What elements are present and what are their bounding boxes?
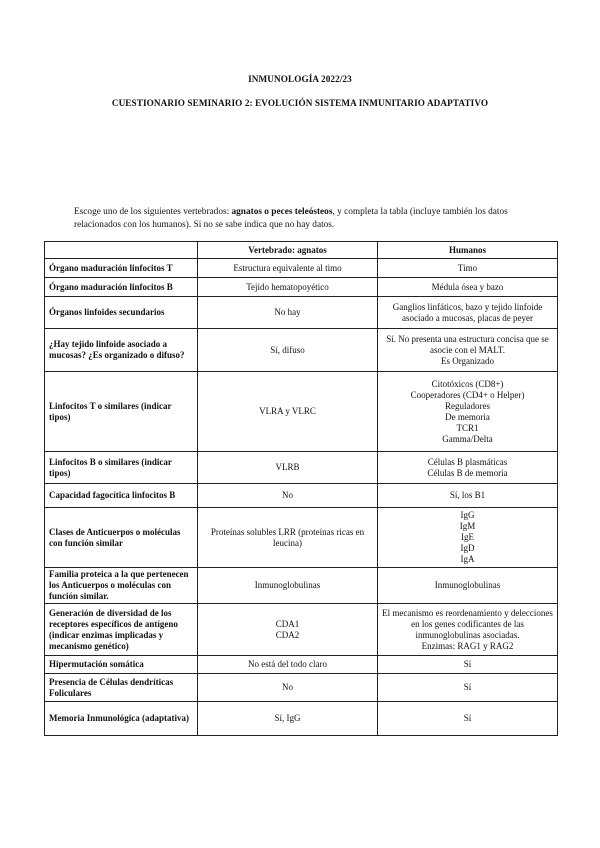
cell-line: Sí, IgG (274, 713, 301, 723)
cell-humanos (378, 452, 558, 484)
cell-line: Sí, los B1 (449, 490, 486, 500)
table-row (45, 278, 558, 297)
row-label: Memoria Inmunológica (adaptativa) (45, 702, 198, 736)
header-humanos: Humanos (378, 242, 558, 259)
cell-line: Células B plasmáticas (427, 456, 508, 467)
cell-humanos (378, 604, 558, 656)
table-row (45, 656, 558, 674)
table-row (45, 452, 558, 484)
cell-agnatos (198, 297, 378, 329)
table-row (45, 259, 558, 278)
cell-line: VLRB (275, 462, 300, 472)
row-label: Linfocitos T o similares (indicar tipos) (45, 372, 198, 452)
row-label: Clases de Anticuerpos o moléculas con función similar (45, 508, 198, 568)
table-header-row (45, 242, 558, 259)
cell-line: Médula ósea y bazo (431, 281, 504, 292)
cell-agnatos (198, 702, 378, 736)
cell-humanos (378, 278, 558, 297)
cell-line: Timo (457, 262, 478, 273)
table-row (45, 702, 558, 736)
intro-bold: agnatos o peces teleósteos (231, 207, 333, 217)
intro-part1: Escoge uno de los siguientes vertebrados: (74, 207, 232, 217)
row-label: Órgano maduración linfocitos T (45, 259, 198, 278)
cell-humanos (378, 568, 558, 604)
cell-agnatos (198, 372, 378, 452)
cell-line: IgA (460, 554, 475, 564)
cell-line: IgD (460, 543, 475, 553)
cell-agnatos (198, 484, 378, 508)
row-label: Familia proteica a la que pertenecen los Anticuerpos o moléculas con función similar. (45, 568, 198, 604)
table-row (45, 329, 558, 372)
cell-line: No está del todo claro (248, 659, 327, 669)
cell-humanos (378, 674, 558, 702)
cell-agnatos (198, 329, 378, 372)
cell-humanos (378, 656, 558, 674)
table-body (45, 259, 558, 736)
cell-humanos (378, 297, 558, 329)
cell-line: Sí. No presenta una estructura concisa que se asocie con el MALT. (386, 333, 549, 355)
intro-paragraph (74, 206, 534, 232)
cell-agnatos (198, 656, 378, 674)
cell-agnatos (198, 508, 378, 568)
cell-line: De memoria (445, 411, 490, 422)
cell-agnatos (198, 278, 378, 297)
row-label: Linfocitos B o similares (indicar tipos) (45, 452, 198, 484)
cell-line: Ganglios linfáticos, bazo y tejido linfoide asociado a mucosas, placas de peyer (392, 301, 543, 323)
table-row (45, 484, 558, 508)
document-title: INMUNOLOGÍA 2022/23 (248, 74, 352, 84)
cell-humanos (378, 372, 558, 452)
table-row (45, 604, 558, 656)
cell-humanos (378, 259, 558, 278)
cell-line: Citotóxicos (CD8+) (431, 378, 504, 389)
cell-line: Proteínas solubles LRR (proteínas ricas en leucina) (210, 526, 365, 548)
cell-humanos (378, 702, 558, 736)
cell-line: Tejido hematopoyético (246, 281, 329, 292)
cell-agnatos (198, 259, 378, 278)
cell-line: CDA2 (275, 629, 300, 640)
table-row (45, 297, 558, 329)
cell-humanos (378, 508, 558, 568)
cell-line: Sí, difuso (270, 344, 305, 355)
row-label: Hipermutación somática (45, 656, 198, 674)
cell-humanos (378, 329, 558, 372)
cell-humanos (378, 484, 558, 508)
comparison-table (44, 241, 558, 736)
cell-line: Sí (463, 659, 472, 669)
document-subtitle: CUESTIONARIO SEMINARIO 2: EVOLUCIÓN SISTEMA INMUNITARIO ADAPTATIVO (111, 98, 489, 108)
table-row (45, 508, 558, 568)
cell-agnatos (198, 674, 378, 702)
cell-line: Es Organizado (440, 355, 495, 366)
cell-line: Inmunoglobulinas (254, 580, 321, 590)
cell-line: Enzimas: RAG1 y RAG2 (421, 640, 514, 651)
cell-line: Sí (463, 682, 472, 692)
cell-line: IgM (459, 521, 476, 531)
cell-line: No (282, 490, 293, 500)
cell-line: No hay (274, 307, 301, 317)
cell-agnatos (198, 604, 378, 656)
cell-line: Sí (463, 713, 472, 723)
intro-part2: , y completa la tabla (incluye también los datos relacionados con los humanos). Si no se sabe indica que no hay datos. (74, 207, 508, 230)
header-empty (45, 242, 198, 259)
cell-line: El mecanismo es reordenamiento y delecciones en los genes codificantes de las inmunoglobulinas asociadas. (382, 607, 553, 640)
cell-line: Células B de memoria (427, 467, 508, 478)
cell-line: Cooperadores (CD4+ o Helper) (410, 389, 525, 400)
cell-agnatos (198, 452, 378, 484)
cell-line: Estructura equivalente al timo (233, 262, 342, 273)
row-label: Órganos linfoides secundarios (45, 297, 198, 329)
cell-agnatos (198, 568, 378, 604)
row-label: Órgano maduración linfocitos B (45, 278, 198, 297)
cell-line: Reguladores (445, 400, 490, 411)
cell-line: Inmunoglobulinas (434, 580, 501, 590)
cell-line: Gamma/Delta (442, 433, 493, 444)
cell-line: No (282, 682, 293, 692)
cell-line: IgG (460, 510, 475, 520)
row-label: Capacidad fagocítica linfocitos B (45, 484, 198, 508)
cell-line: VLRA y VLRC (259, 406, 316, 416)
row-label: Presencia de Células dendríticas Foliculares (45, 674, 198, 702)
row-label: ¿Hay tejido linfoide asociado a mucosas? ¿Es organizado o difuso? (45, 329, 198, 372)
table-row (45, 568, 558, 604)
cell-line: TCR1 (456, 422, 479, 433)
cell-line: CDA1 (275, 618, 300, 629)
row-label: Generación de diversidad de los receptores específicos de antígeno (indicar enzimas implicadas y mecanismo genético) (45, 604, 198, 656)
header-agnatos: Vertebrado: agnatos (198, 242, 378, 259)
table-row (45, 674, 558, 702)
cell-line: IgE (461, 532, 474, 542)
table-row (45, 372, 558, 452)
